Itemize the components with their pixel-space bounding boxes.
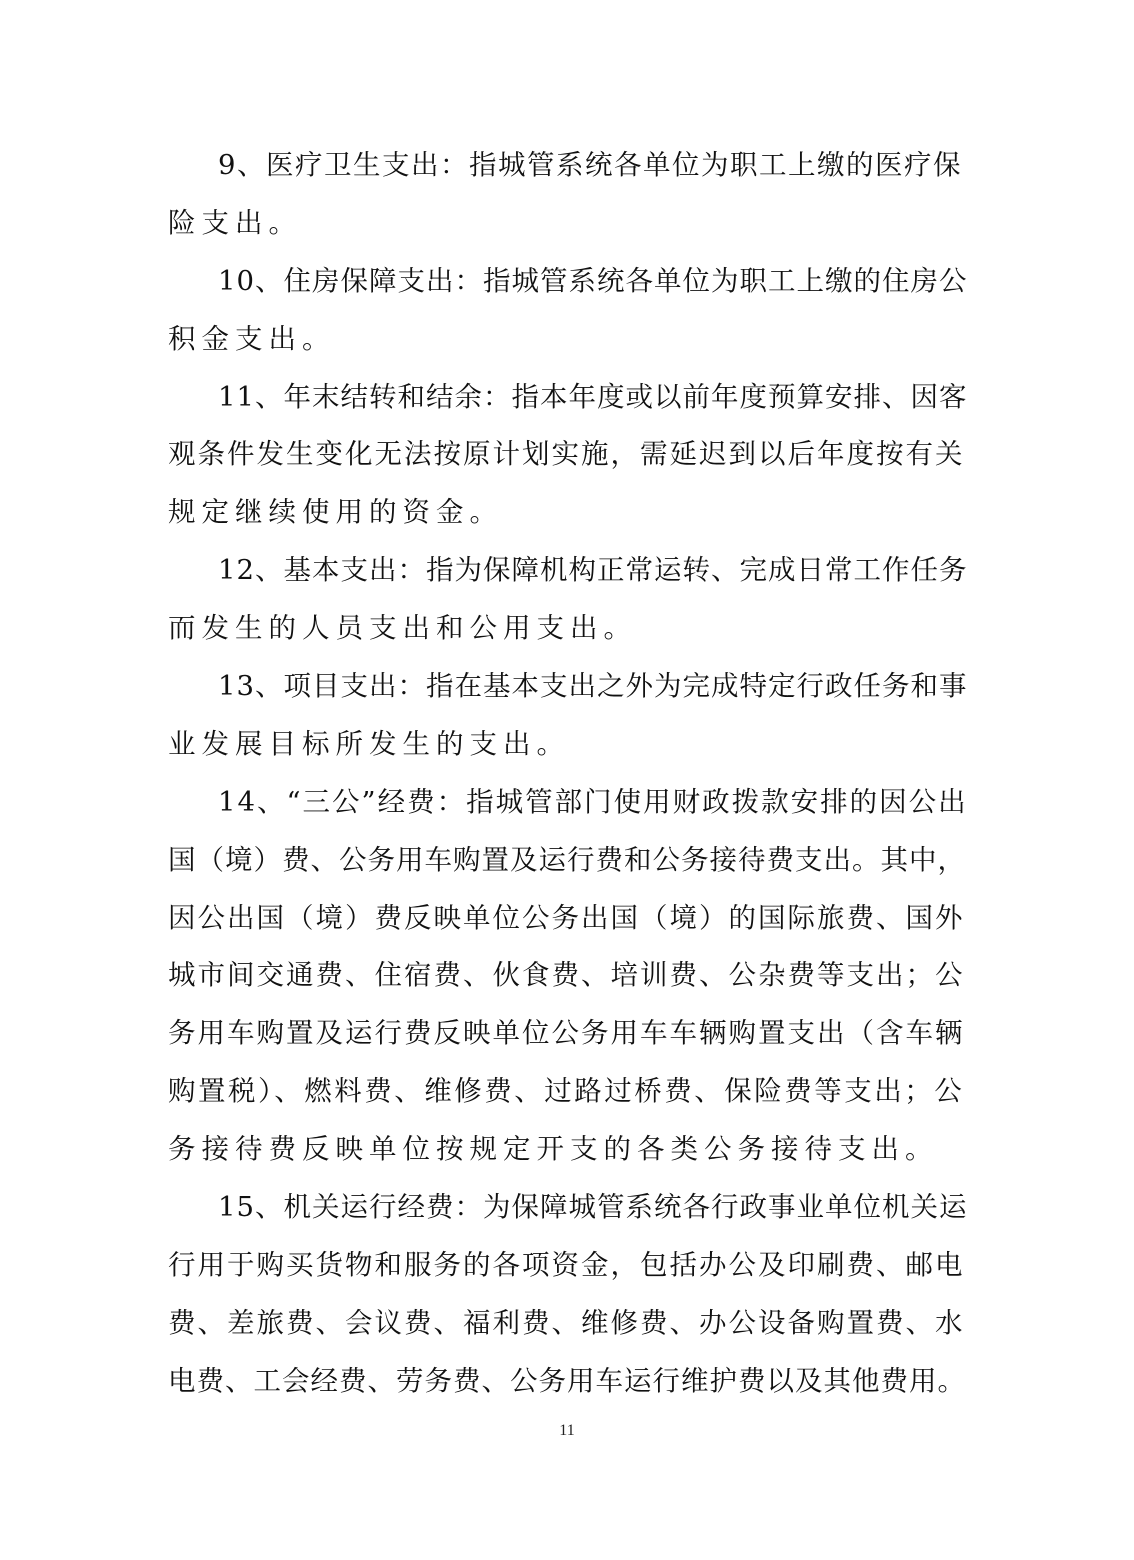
text-line: 14、“三公”经费：指城管部门使用财政拨款安排的因公出 <box>218 785 968 818</box>
text-line: 业发展目标所发生的支出。 <box>168 727 570 760</box>
body-text <box>168 142 968 1416</box>
page-number: 11 <box>559 1422 575 1439</box>
text-line: 城市间交通费、住宿费、伙食费、培训费、公杂费等支出；公 <box>168 959 965 992</box>
text-line: 观条件发生变化无法按原计划实施，需延迟到以后年度按有关 <box>168 438 965 471</box>
text-line: 10、住房保障支出：指城管系统各单位为职工上缴的住房公 <box>218 264 968 297</box>
text-line: 因公出国（境）费反映单位公务出国（境）的国际旅费、国外 <box>168 901 965 934</box>
text-line: 购置税）、燃料费、维修费、过路过桥费、保险费等支出；公 <box>168 1075 965 1108</box>
text-line: 国（境）费、公务用车购置及运行费和公务接待费支出。其中， <box>168 843 966 876</box>
text-line: 13、项目支出：指在基本支出之外为完成特定行政任务和事 <box>218 670 968 703</box>
text-line: 积金支出。 <box>168 322 336 355</box>
text-line: 险支出。 <box>168 206 302 239</box>
text-line: 行用于购买货物和服务的各项资金，包括办公及印刷费、邮电 <box>168 1248 965 1281</box>
text-line: 而发生的人员支出和公用支出。 <box>168 612 637 645</box>
text-line: 11、年末结转和结余：指本年度或以前年度预算安排、因客 <box>218 380 968 413</box>
text-line: 电费、工会经费、劳务费、公务用车运行维护费以及其他费用。 <box>168 1364 966 1397</box>
text-line: 9、医疗卫生支出：指城管系统各单位为职工上缴的医疗保 <box>218 149 962 181</box>
text-line: 15、机关运行经费：为保障城管系统各行政事业单位机关运 <box>218 1191 968 1224</box>
text-line: 费、差旅费、会议费、福利费、维修费、办公设备购置费、水 <box>168 1306 965 1339</box>
text-line: 务用车购置及运行费反映单位公务用车车辆购置支出（含车辆 <box>168 1017 965 1050</box>
text-line: 12、基本支出：指为保障机构正常运转、完成日常工作任务 <box>218 554 968 587</box>
text-line: 务接待费反映单位按规定开支的各类公务接待支出。 <box>168 1133 939 1166</box>
text-line: 规定继续使用的资金。 <box>168 496 503 529</box>
